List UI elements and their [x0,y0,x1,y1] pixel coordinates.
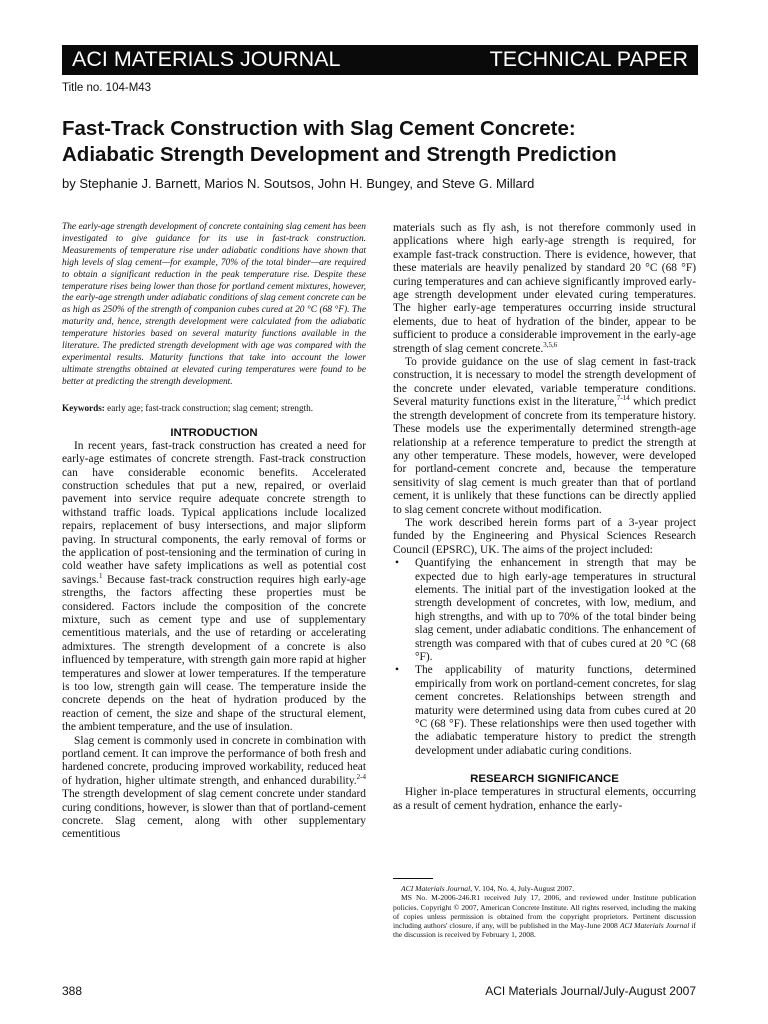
bullet-icon: • [395,557,399,570]
list-item-text: The applicability of maturity functions, determined empirically from work on portland-cement concretes, for slag cement concretes. Relationships between strength and maturity were determined using data from cubes cured at 20 °C (68 °F). These relationships were then used together with the adiabatic temperature history to predict the strength development under adiabatic curing conditions. [415,664,696,757]
page-number: 388 [62,984,83,998]
journal-name: ACI MATERIALS JOURNAL [72,47,341,71]
journal-italic: ACI Materials Journal [619,921,690,931]
left-column [62,222,366,842]
text-run: Because fast-track construction requires high early-age strengths, the factors affecting these properties must be considered. Factors include the composition of the concrete mixture, such as cement type and use of supplementary cementitious materials, and the use of retarding or accelerating admixtures. The strength development of a concrete is also influenced by temperature, with strength gain more rapid at higher temperatures and slower at lower temperatures. If the temperature is too low, strength gain will cease. The temperature inside the concrete depends on the heat of hydration produced by the reaction of cement, the size and shape of the structural element, the ambient temperature, and the use of insulation. [62,573,366,734]
section-heading-introduction: INTRODUCTION [170,426,258,439]
abstract: The early-age strength development of concrete containing slag cement has been investigated to give guidance for its use in fast-track construction. Measurements of temperature rise under adiabatic conditions have shown that high levels of slag cement—for example, 70% of the total binder—are required to obtain a significant reduction in the peak temperature rise. Despite these temperature rises being lower than those for portland cement mixtures, however, the early-age strength under adiabatic conditions of slag cement concrete can be as high as 250% of the strength of companion cubes cured at 20 °C (68 °F). The maturity and, hence, strength development were calculated from the adiabatic temperature histories based on several maturity functions available in the literature. The predicted strength development with age was compared with the experimental results. Maturity functions that take into account the lower ultimate strengths obtained at elevated curing temperatures were found to be better at predicting the strength development. [62,222,366,387]
paper-title [62,116,712,168]
body-paragraph: Higher in-place temperatures in structural elements, occurring as a result of cement hydration, enhance the early- [393,786,696,812]
author-line: by Stephanie J. Barnett, Marios N. Soutsos, John H. Bungey, and Steve G. Millard [62,176,535,191]
text-run: , V. 104, No. 4, July-August 2007. [470,884,575,893]
bullet-icon: • [395,664,399,677]
body-paragraph [393,356,696,517]
citation: 2-4 [356,773,366,782]
section-heading-research-significance: RESEARCH SIGNIFICANCE [470,773,619,786]
footnote-line [393,884,696,893]
text-run: In recent years, fast-track construction has created a need for early-age estimates of concrete strength. Fast-track construction can have considerable economic benefits. Accelerated construction schedules that put a new, repaired, or overlaid pavement into service require adequate concrete strength to withstand traffic loads. Typical applications include localized repairs, replacement of busy intersections, and major slipform paving. In structural components, the early removal of forms or the application of post-tensioning and the termination of curing in cold weather have safety implications as well as potential cost savings. [62,439,366,586]
list-item [393,557,696,664]
text-run: To provide guidance on the use of slag cement in fast-track construction, it is necessary to model the strength development of the concrete under elevated, variable temperature conditions. Several maturity functions exist in the literature, [393,356,696,409]
footnote-line [393,893,696,939]
text-run: Slag cement is commonly used in concrete in combination with portland cement. It can improve the performance of both fresh and hardened concrete, producing improved workability, reduced heat of hydration, higher ultimate strength, and enhanced durability. [62,734,366,787]
journal-banner [62,45,698,75]
text-run: The strength development of slag cement concrete under standard curing conditions, however, is slower than that of portland-cement concrete. Slag cement, along with other supplementary cementitious [62,788,366,841]
aims-list [393,557,696,758]
keywords [62,402,366,414]
citation: 3,5,6 [543,340,558,349]
citation: 7-14 [616,394,630,403]
publication-footnote [393,878,696,940]
text-run: MS No. M-2006-246.R1 received July 17, 2006, and reviewed under Institute publication policies. Copyright © 2007, American Concrete Institute. All rights reserved, including the making of copies unless permission is obtained from the copyright proprietors. Pertinent discussion including authors' closure, if any, will be published in the May-June 2008 [393,893,696,931]
paper-title-line: Fast-Track Construction with Slag Cement Concrete: [62,117,576,140]
footnote-rule [393,878,433,879]
list-item-text: Quantifying the enhancement in strength that may be expected due to high early-age temperatures in structural elements. The initial part of the investigation looked at the strength development of concretes, with low, medium, and high strengths, and with up to 70% of the total binder being slag cement, under adiabatic conditions. The enhancement of strength was compared with that of cubes cured at 20 °C (68 °F). [415,557,696,663]
title-number: Title no. 104-M43 [62,82,152,94]
text-run: if the discussion is received by February 1, 2008. [393,921,696,940]
paper-title-line: Adiabatic Strength Development and Strength Prediction [62,143,617,166]
keywords-label: Keywords: [62,402,105,413]
list-item [393,664,696,758]
citation: 1 [99,571,103,580]
body-paragraph [393,222,696,356]
body-paragraph: The work described herein forms part of a 3-year project funded by the Engineering and Physical Sciences Research Council (EPSRC), UK. The aims of the project included: [393,516,696,556]
keywords-text: early age; fast-track construction; slag cement; strength. [104,402,314,413]
journal-italic: ACI Materials Journal [401,884,471,893]
running-footer: ACI Materials Journal/July-August 2007 [485,984,696,998]
text-run: materials such as fly ash, is not therefore commonly used in applications where high early-age strength is required, for example fast-track construction. There is evidence, however, that these materials are heavily penalized by standard 20 °C (68 °F) curing temperatures and can achieve significantly improved early-age strength development under elevated curing temperatures. The higher early-age temperatures occurring inside structural elements, due to heat of hydration of the binder, appear to be sufficient to produce a considerable improvement in the early-age strength of slag cement concrete. [393,222,696,355]
text-run: which predict the strength development of concrete from its temperature history. These models use the experimentally determined strength-age relationship at a reference temperature to predict the strength at any other temperature. These models, however, were developed for portland-cement concrete and, because the temperature sensitivity of slag cement is much greater than that of portland cement, it is unlikely that these functions can be directly applied to slag cement concrete without modification. [393,396,696,516]
intro-paragraph [62,735,366,842]
right-column [393,222,696,813]
paper-category: TECHNICAL PAPER [489,47,688,71]
intro-paragraph [62,440,366,735]
